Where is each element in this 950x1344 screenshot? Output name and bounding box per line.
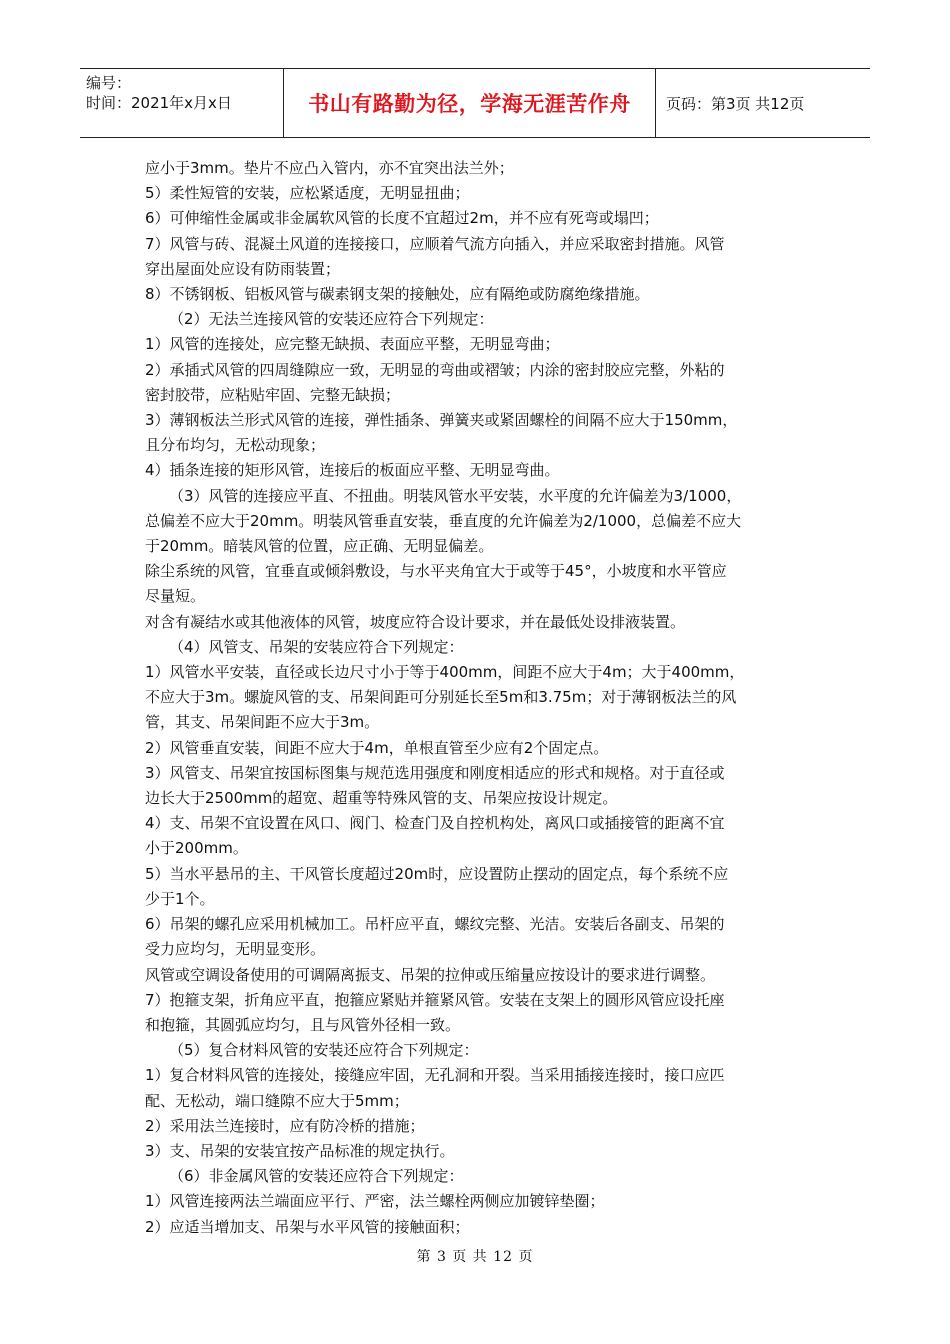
body-line: 风管或空调设备使用的可调隔离振支、吊架的拉伸或压缩量应按设计的要求进行调整。: [145, 965, 716, 984]
body-line: 4）插条连接的矩形风管，连接后的板面应平整、无明显弯曲。: [145, 461, 560, 480]
header-motto: 书山有路勤为径，学海无涯苦作舟: [284, 69, 656, 137]
body-line: 2）风管垂直安装，间距不应大于4m，单根直管至少应有2个固定点。: [145, 738, 609, 757]
body-line: 总偏差不应大于20mm。明装风管垂直安装，垂直度的允许偏差为2/1000，总偏差不应大: [145, 511, 742, 530]
header-meta: [80, 69, 284, 137]
body-line: 3）薄钢板法兰形式风管的连接，弹性插条、弹簧夹或紧固螺栓的间隔不应大于150mm，: [145, 411, 738, 430]
body-line: 和抱箍，其圆弧应均匀，且与风管外径相一致。: [145, 1015, 461, 1034]
body-line: 密封胶带，应粘贴牢固、完整无缺损；: [145, 385, 401, 404]
body-line: 小于200mm。: [145, 839, 248, 858]
body-line: 穿出屋面处应设有防雨装置；: [145, 259, 341, 278]
body-line: 少于1个。: [145, 889, 215, 908]
document-body: [145, 156, 805, 1240]
body-line: 对含有凝结水或其他液体的风管，坡度应符合设计要求，并在最低处设排液装置。: [145, 612, 686, 631]
body-line: 3）风管支、吊架宜按国标图集与规范选用强度和刚度相适应的形式和规格。对于直径或: [145, 763, 725, 782]
body-line: 8）不锈钢板、铝板风管与碳素钢支架的接触处，应有隔绝或防腐绝缘措施。: [145, 285, 650, 304]
body-line: 配、无松动，端口缝隙不应大于5mm；: [145, 1091, 409, 1110]
body-line: 2）采用法兰连接时，应有防冷桥的措施；: [145, 1116, 425, 1135]
body-line: 除尘系统的风管，宜垂直或倾斜敷设，与水平夹角宜大于或等于45°，小坡度和水平管应: [145, 562, 727, 581]
body-line: 2）承插式风管的四周缝隙应一致，无明显的弯曲或褶皱；内涂的密封胶应完整，外粘的: [145, 360, 725, 379]
body-line: 管，其支、吊架间距不应大于3m。: [145, 713, 380, 732]
header-page-info: 页码：第3页 共12页: [666, 94, 805, 113]
body-line: （4）风管支、吊架的安装应符合下列规定：: [169, 637, 464, 656]
body-line: 1）复合材料风管的连接处，接缝应牢固，无孔洞和开裂。当采用插接连接时，接口应匹: [145, 1066, 725, 1085]
page-header: [80, 68, 870, 138]
body-line: 边长大于2500mm的超宽、超重等特殊风管的支、吊架应按设计规定。: [145, 789, 618, 808]
body-line: 1）风管的连接处，应完整无缺损、表面应平整，无明显弯曲；: [145, 335, 560, 354]
body-line: 1）风管水平安装，直径或长边尺寸小于等于400mm，间距不应大于4m；大于400mm，: [145, 663, 745, 682]
header-number-label: 编号：: [86, 74, 132, 92]
body-line: 6）吊架的螺孔应采用机械加工。吊杆应平直，螺纹完整、光洁。安装后各副支、吊架的: [145, 915, 725, 934]
body-line: （3）风管的连接应平直、不扭曲。明装风管水平安装，水平度的允许偏差为3/1000，: [169, 486, 742, 505]
body-line: 且分布均匀，无松动现象；: [145, 436, 326, 455]
header-date: 时间：2021年x月x日: [86, 94, 232, 112]
body-line: 6）可伸缩性金属或非金属软风管的长度不宜超过2m，并不应有死弯或塌凹；: [145, 209, 659, 228]
body-line: （2）无法兰连接风管的安装还应符合下列规定：: [169, 310, 494, 329]
body-line: 7）抱箍支架，折角应平直，抱箍应紧贴并箍紧风管。安装在支架上的圆形风管应设托座: [145, 990, 725, 1009]
body-line: 受力应均匀，无明显变形。: [145, 940, 326, 959]
body-line: 5）柔性短管的安装，应松紧适度，无明显扭曲；: [145, 184, 470, 203]
body-line: 于20mm。暗装风管的位置，应正确、无明显偏差。: [145, 537, 494, 556]
body-line: 5）当水平悬吊的主、干风管长度超过20m时，应设置防止摆动的固定点，每个系统不应: [145, 864, 729, 883]
body-line: （5）复合材料风管的安装还应符合下列规定：: [169, 1041, 479, 1060]
body-line: （6）非金属风管的安装还应符合下列规定：: [169, 1167, 464, 1186]
body-line: 应小于3mm。垫片不应凸入管内，亦不宜突出法兰外；: [145, 159, 514, 177]
body-line: 尽量短。: [145, 587, 206, 606]
body-line: 7）风管与砖、混凝土风道的连接接口，应顺着气流方向插入，并应采取密封措施。风管: [145, 234, 725, 253]
page-footer: 第 3 页 共 12 页: [416, 1249, 534, 1265]
body-line: 1）风管连接两法兰端面应平行、严密，法兰螺栓两侧应加镀锌垫圈；: [145, 1192, 605, 1211]
body-line: 4）支、吊架不宜设置在风口、阀门、检查门及自控机构处，离风口或插接管的距离不宜: [145, 814, 725, 833]
body-line: 3）支、吊架的安装宜按产品标准的规定执行。: [145, 1141, 455, 1160]
body-line: 2）应适当增加支、吊架与水平风管的接触面积；: [145, 1217, 470, 1236]
body-line: 不应大于3m。螺旋风管的支、吊架间距可分别延长至5m和3.75m；对于薄钢板法兰的风: [145, 688, 737, 707]
